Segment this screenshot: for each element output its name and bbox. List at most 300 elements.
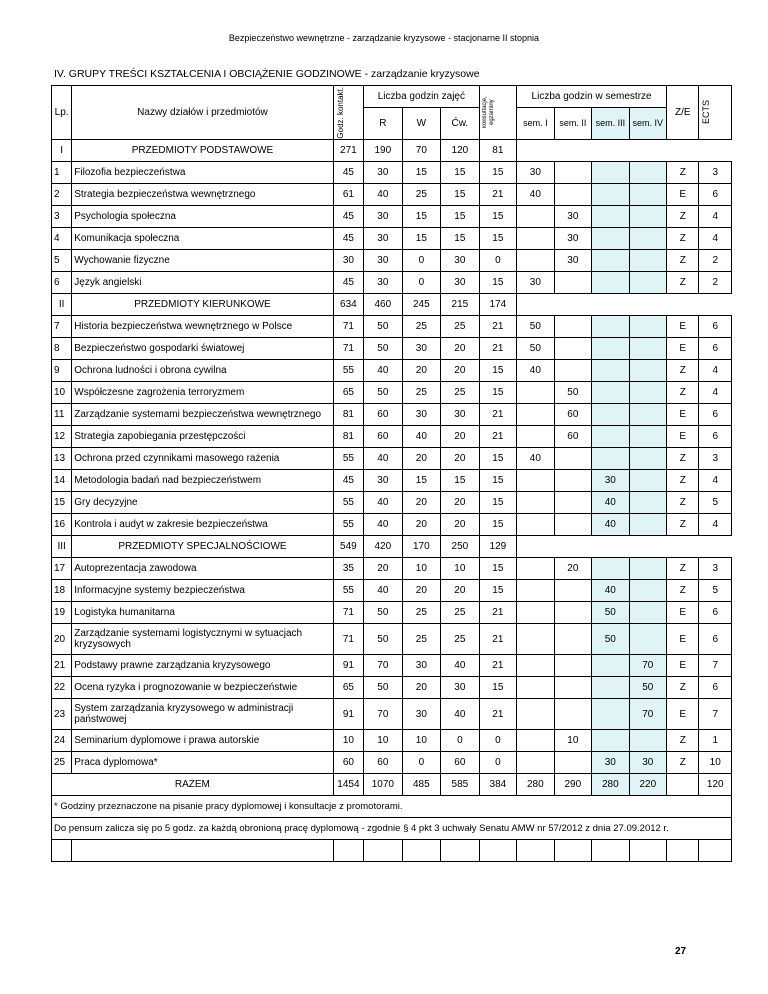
row-cw: 15 [441, 162, 480, 184]
row-name: Praca dyplomowa* [72, 752, 333, 774]
row-sem2 [554, 272, 591, 294]
row-ects: 6 [699, 677, 732, 699]
row-sem1 [517, 404, 554, 426]
row-ze: E [667, 404, 699, 426]
row-sem3 [592, 448, 629, 470]
row-w: 15 [402, 162, 441, 184]
row-r: 50 [364, 338, 403, 360]
row-sem2 [554, 514, 591, 536]
row-sem3 [592, 206, 629, 228]
row-sem1: 30 [517, 272, 554, 294]
row-sem1: 30 [517, 162, 554, 184]
row-ze: Z [667, 272, 699, 294]
row-ects: 5 [699, 580, 732, 602]
row-w: 10 [402, 730, 441, 752]
row-cw: 20 [441, 338, 480, 360]
row-sem4: 50 [629, 677, 666, 699]
total-godz: 1454 [333, 774, 363, 796]
row-sem1: 40 [517, 184, 554, 206]
row-lp: 3 [52, 206, 72, 228]
row-kons: 15 [479, 677, 516, 699]
row-godz: 30 [333, 250, 363, 272]
row-w: 20 [402, 360, 441, 382]
row-sem1 [517, 426, 554, 448]
row-cw: 25 [441, 382, 480, 404]
table-row [52, 514, 732, 536]
group-row [52, 140, 732, 162]
row-godz: 55 [333, 514, 363, 536]
table-row [52, 184, 732, 206]
row-ze: Z [667, 514, 699, 536]
row-w: 25 [402, 382, 441, 404]
header-r: R [364, 108, 403, 140]
row-kons: 0 [479, 250, 516, 272]
table-row [52, 624, 732, 655]
row-cw: 40 [441, 699, 480, 730]
total-s1: 280 [517, 774, 554, 796]
row-ze: Z [667, 558, 699, 580]
table-row [52, 382, 732, 404]
row-ects: 3 [699, 558, 732, 580]
row-sem1 [517, 470, 554, 492]
row-cw: 20 [441, 426, 480, 448]
table-row [52, 470, 732, 492]
group-name: PRZEDMIOTY SPECJALNOŚCIOWE [72, 536, 333, 558]
row-cw: 0 [441, 730, 480, 752]
row-sem3 [592, 655, 629, 677]
row-kons: 21 [479, 426, 516, 448]
group-row [52, 294, 732, 316]
row-cw: 15 [441, 184, 480, 206]
row-sem1 [517, 624, 554, 655]
row-ects: 6 [699, 184, 732, 206]
total-row [52, 774, 732, 796]
row-r: 20 [364, 558, 403, 580]
row-ze: Z [667, 382, 699, 404]
row-name: Ocena ryzyka i prognozowanie w bezpieczeństwie [72, 677, 333, 699]
header-sem2: sem. II [554, 108, 591, 140]
row-godz: 71 [333, 602, 363, 624]
row-name: Seminarium dyplomowe i prawa autorskie [72, 730, 333, 752]
row-ze: Z [667, 470, 699, 492]
row-w: 30 [402, 655, 441, 677]
row-ects: 4 [699, 360, 732, 382]
row-cw: 15 [441, 228, 480, 250]
row-godz: 45 [333, 162, 363, 184]
row-godz: 55 [333, 448, 363, 470]
row-lp: 11 [52, 404, 72, 426]
row-sem3 [592, 360, 629, 382]
row-ects: 7 [699, 699, 732, 730]
row-godz: 61 [333, 184, 363, 206]
row-sem2 [554, 360, 591, 382]
row-kons: 15 [479, 206, 516, 228]
row-sem2: 20 [554, 558, 591, 580]
row-kons: 21 [479, 404, 516, 426]
row-ects: 6 [699, 316, 732, 338]
group-w: 170 [402, 536, 441, 558]
row-ects: 5 [699, 492, 732, 514]
row-sem2 [554, 184, 591, 206]
total-w: 485 [402, 774, 441, 796]
row-ze: E [667, 624, 699, 655]
row-cw: 20 [441, 492, 480, 514]
row-sem3 [592, 730, 629, 752]
footnote-row-1 [52, 796, 732, 818]
row-lp: 10 [52, 382, 72, 404]
row-cw: 20 [441, 448, 480, 470]
row-godz: 45 [333, 272, 363, 294]
row-cw: 40 [441, 655, 480, 677]
row-w: 0 [402, 752, 441, 774]
row-sem2 [554, 448, 591, 470]
row-cw: 25 [441, 316, 480, 338]
row-sem1 [517, 250, 554, 272]
row-w: 25 [402, 602, 441, 624]
row-sem1 [517, 228, 554, 250]
header-sem3: sem. III [592, 108, 629, 140]
row-godz: 55 [333, 492, 363, 514]
group-godz: 549 [333, 536, 363, 558]
table-row [52, 272, 732, 294]
total-k: 384 [479, 774, 516, 796]
row-sem2 [554, 316, 591, 338]
row-cw: 30 [441, 404, 480, 426]
group-godz: 271 [333, 140, 363, 162]
row-sem3 [592, 404, 629, 426]
row-sem2: 60 [554, 404, 591, 426]
row-ects: 4 [699, 514, 732, 536]
row-lp: 24 [52, 730, 72, 752]
row-sem4 [629, 184, 666, 206]
row-sem4 [629, 316, 666, 338]
row-sem1: 50 [517, 316, 554, 338]
group-cw: 120 [441, 140, 480, 162]
row-sem4: 30 [629, 752, 666, 774]
group-empty [517, 294, 732, 316]
row-ects: 6 [699, 602, 732, 624]
row-sem2 [554, 624, 591, 655]
row-cw: 20 [441, 514, 480, 536]
row-sem1 [517, 752, 554, 774]
row-r: 70 [364, 699, 403, 730]
header-lp: Lp. [52, 86, 72, 140]
row-sem4 [629, 514, 666, 536]
header-name: Nazwy działów i przedmiotów [72, 86, 333, 140]
row-ze: Z [667, 580, 699, 602]
row-godz: 71 [333, 624, 363, 655]
row-cw: 30 [441, 250, 480, 272]
row-lp: 4 [52, 228, 72, 250]
row-w: 25 [402, 184, 441, 206]
total-ects: 120 [699, 774, 732, 796]
group-empty [517, 140, 732, 162]
group-name: PRZEDMIOTY KIERUNKOWE [72, 294, 333, 316]
row-name: Strategia bezpieczeństwa wewnętrznego [72, 184, 333, 206]
table-row [52, 448, 732, 470]
table-row [52, 752, 732, 774]
row-w: 20 [402, 448, 441, 470]
row-kons: 15 [479, 558, 516, 580]
header-sem4: sem. IV [629, 108, 666, 140]
row-sem2 [554, 492, 591, 514]
row-name: System zarządzania kryzysowego w administracji państwowej [72, 699, 333, 730]
row-sem2: 30 [554, 250, 591, 272]
row-lp: 22 [52, 677, 72, 699]
group-kons: 129 [479, 536, 516, 558]
table-row [52, 360, 732, 382]
row-ze: E [667, 655, 699, 677]
row-godz: 45 [333, 228, 363, 250]
row-r: 40 [364, 360, 403, 382]
row-kons: 0 [479, 752, 516, 774]
row-name: Wychowanie fizyczne [72, 250, 333, 272]
row-kons: 0 [479, 730, 516, 752]
header-kons: konsultacje, egzaminy [479, 86, 516, 140]
row-kons: 15 [479, 580, 516, 602]
row-sem4 [629, 338, 666, 360]
row-godz: 65 [333, 382, 363, 404]
table-row [52, 206, 732, 228]
row-sem3 [592, 426, 629, 448]
header-sem1: sem. I [517, 108, 554, 140]
row-lp: 25 [52, 752, 72, 774]
group-row [52, 536, 732, 558]
row-name: Informacyjne systemy bezpieczeństwa [72, 580, 333, 602]
header-cw: Ćw. [441, 108, 480, 140]
row-r: 30 [364, 162, 403, 184]
header-w: W [402, 108, 441, 140]
row-sem3 [592, 184, 629, 206]
row-ects: 10 [699, 752, 732, 774]
empty-row [52, 840, 732, 862]
row-cw: 10 [441, 558, 480, 580]
row-name: Psychologia społeczna [72, 206, 333, 228]
row-name: Zarządzanie systemami bezpieczeństwa wewnętrznego [72, 404, 333, 426]
row-sem4 [629, 470, 666, 492]
total-cw: 585 [441, 774, 480, 796]
row-sem4 [629, 730, 666, 752]
row-sem1: 40 [517, 448, 554, 470]
row-ects: 6 [699, 404, 732, 426]
row-godz: 45 [333, 206, 363, 228]
row-sem3 [592, 316, 629, 338]
table-row [52, 404, 732, 426]
row-w: 20 [402, 492, 441, 514]
row-r: 10 [364, 730, 403, 752]
group-r: 460 [364, 294, 403, 316]
row-sem1 [517, 514, 554, 536]
row-name: Autoprezentacja zawodowa [72, 558, 333, 580]
page-header: Bezpieczeństwo wewnętrzne - zarządzanie kryzysowe - stacjonarne II stopnia [228, 33, 540, 43]
row-godz: 71 [333, 316, 363, 338]
row-cw: 30 [441, 272, 480, 294]
row-ze: Z [667, 730, 699, 752]
row-w: 30 [402, 404, 441, 426]
row-ze: E [667, 316, 699, 338]
row-sem4: 70 [629, 699, 666, 730]
row-r: 40 [364, 448, 403, 470]
header-ze: Z/E [667, 86, 699, 140]
row-lp: 23 [52, 699, 72, 730]
row-ects: 4 [699, 382, 732, 404]
group-w: 70 [402, 140, 441, 162]
row-cw: 20 [441, 360, 480, 382]
row-godz: 55 [333, 360, 363, 382]
row-r: 60 [364, 426, 403, 448]
row-kons: 21 [479, 602, 516, 624]
row-ze: E [667, 699, 699, 730]
row-ects: 4 [699, 228, 732, 250]
row-sem1 [517, 602, 554, 624]
row-kons: 21 [479, 699, 516, 730]
group-kons: 174 [479, 294, 516, 316]
row-sem3: 30 [592, 470, 629, 492]
row-ze: E [667, 426, 699, 448]
row-r: 30 [364, 206, 403, 228]
header-godz: Godz. kontakt. [333, 86, 363, 140]
row-name: Ochrona ludności i obrona cywilna [72, 360, 333, 382]
row-kons: 15 [479, 360, 516, 382]
row-sem2 [554, 655, 591, 677]
row-cw: 20 [441, 580, 480, 602]
row-ze: E [667, 338, 699, 360]
row-sem4 [629, 360, 666, 382]
table-row [52, 677, 732, 699]
row-sem2: 30 [554, 228, 591, 250]
row-sem3: 50 [592, 602, 629, 624]
row-lp: 13 [52, 448, 72, 470]
group-w: 245 [402, 294, 441, 316]
row-sem1 [517, 558, 554, 580]
row-sem4 [629, 492, 666, 514]
total-s3: 280 [592, 774, 629, 796]
row-w: 25 [402, 624, 441, 655]
group-empty [517, 536, 732, 558]
row-sem4 [629, 382, 666, 404]
table-row [52, 426, 732, 448]
row-godz: 10 [333, 730, 363, 752]
row-lp: 20 [52, 624, 72, 655]
row-sem3 [592, 558, 629, 580]
row-w: 20 [402, 514, 441, 536]
row-ze: Z [667, 448, 699, 470]
row-godz: 65 [333, 677, 363, 699]
table-row [52, 338, 732, 360]
row-sem2 [554, 602, 591, 624]
row-ects: 2 [699, 250, 732, 272]
row-ze: Z [667, 228, 699, 250]
row-sem3: 40 [592, 580, 629, 602]
table-row [52, 162, 732, 184]
row-lp: 7 [52, 316, 72, 338]
row-cw: 25 [441, 602, 480, 624]
row-ze: Z [667, 752, 699, 774]
table-row [52, 655, 732, 677]
row-r: 50 [364, 624, 403, 655]
row-r: 40 [364, 492, 403, 514]
row-kons: 15 [479, 162, 516, 184]
row-ze: Z [667, 492, 699, 514]
row-r: 60 [364, 404, 403, 426]
row-cw: 60 [441, 752, 480, 774]
row-r: 50 [364, 382, 403, 404]
row-sem4 [629, 162, 666, 184]
row-sem4 [629, 426, 666, 448]
row-r: 40 [364, 184, 403, 206]
row-sem4 [629, 404, 666, 426]
curriculum-table [51, 85, 732, 862]
row-sem3: 40 [592, 492, 629, 514]
row-sem4 [629, 448, 666, 470]
row-name: Język angielski [72, 272, 333, 294]
row-sem2 [554, 338, 591, 360]
row-cw: 15 [441, 470, 480, 492]
row-w: 0 [402, 272, 441, 294]
row-sem3 [592, 677, 629, 699]
row-sem2: 60 [554, 426, 591, 448]
row-sem2 [554, 162, 591, 184]
row-godz: 91 [333, 655, 363, 677]
row-ects: 6 [699, 338, 732, 360]
table-row [52, 699, 732, 730]
row-ects: 2 [699, 272, 732, 294]
row-kons: 15 [479, 492, 516, 514]
row-sem2: 50 [554, 382, 591, 404]
row-lp: 6 [52, 272, 72, 294]
total-s4: 220 [629, 774, 666, 796]
total-s2: 290 [554, 774, 591, 796]
table-row [52, 602, 732, 624]
row-name: Ochrona przed czynnikami masowego rażenia [72, 448, 333, 470]
row-ze: Z [667, 162, 699, 184]
row-sem1 [517, 730, 554, 752]
row-name: Bezpieczeństwo gospodarki światowej [72, 338, 333, 360]
row-sem4 [629, 272, 666, 294]
row-w: 15 [402, 206, 441, 228]
row-godz: 81 [333, 426, 363, 448]
row-kons: 15 [479, 272, 516, 294]
section-title: IV. GRUPY TREŚCI KSZTAŁCENIA I OBCIĄŻENIE GODZINOWE - zarządzanie kryzysowe [54, 68, 480, 80]
row-ects: 1 [699, 730, 732, 752]
row-sem3 [592, 338, 629, 360]
row-godz: 81 [333, 404, 363, 426]
row-cw: 30 [441, 677, 480, 699]
row-lp: 15 [52, 492, 72, 514]
row-ze: E [667, 602, 699, 624]
group-lp: III [52, 536, 72, 558]
row-kons: 21 [479, 338, 516, 360]
row-name: Gry decyzyjne [72, 492, 333, 514]
table-row [52, 228, 732, 250]
row-ects: 6 [699, 426, 732, 448]
row-r: 30 [364, 228, 403, 250]
row-sem1 [517, 492, 554, 514]
row-sem2 [554, 699, 591, 730]
group-kons: 81 [479, 140, 516, 162]
row-sem3 [592, 250, 629, 272]
row-sem1 [517, 655, 554, 677]
row-lp: 21 [52, 655, 72, 677]
row-sem4 [629, 228, 666, 250]
row-sem2: 30 [554, 206, 591, 228]
row-sem1 [517, 206, 554, 228]
row-godz: 60 [333, 752, 363, 774]
row-godz: 71 [333, 338, 363, 360]
row-sem3: 50 [592, 624, 629, 655]
group-lp: II [52, 294, 72, 316]
row-sem4 [629, 602, 666, 624]
